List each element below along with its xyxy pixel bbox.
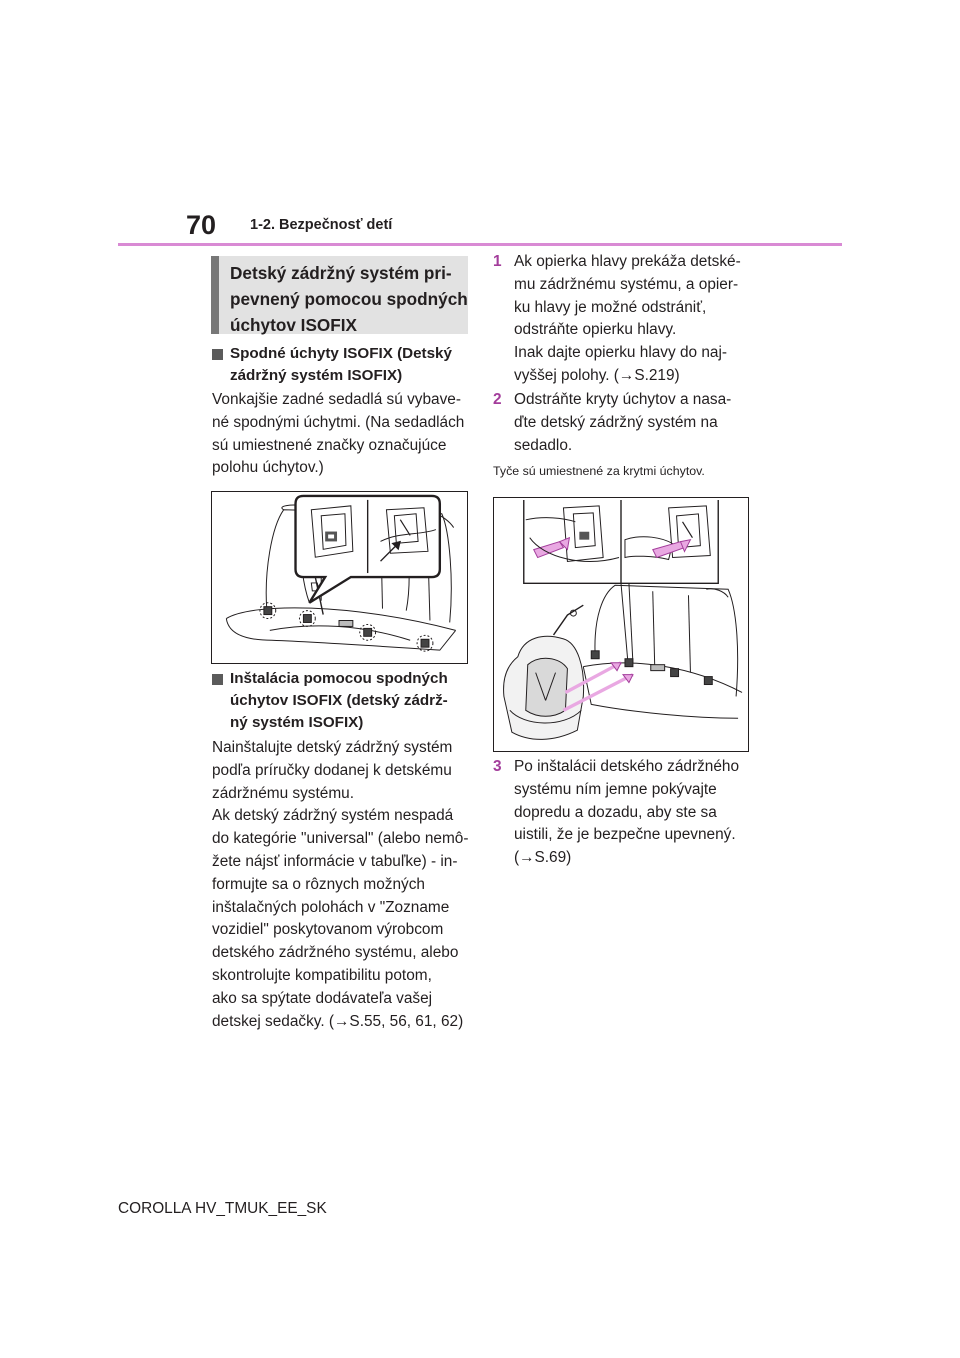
step-1 [493, 251, 741, 388]
text-line: detského zádržného systému, alebo [212, 944, 459, 962]
text-line: uistili, že je bezpečne upevnený. [514, 826, 736, 844]
text-line: ku hlavy je možné odstrániť, [514, 298, 707, 316]
text-line: Nainštalujte detský zádržný systém [212, 739, 453, 756]
text-line: sú umiestnené značky označujúce [212, 436, 447, 454]
step-2 [493, 389, 731, 457]
text-line: odstráňte opierku hlavy. [514, 321, 677, 339]
text-line: podľa príručky dodanej k detskému [212, 761, 452, 779]
section-heading-box [211, 256, 468, 334]
text-line: Inak dajte opierku hlavy do naj- [514, 344, 728, 362]
subheading-line: Inštalácia pomocou spodných [230, 670, 448, 687]
subheading-line: ný systém ISOFIX) [230, 714, 364, 731]
text-line: polohu úchytov.) [212, 459, 324, 477]
step-3 [493, 756, 739, 870]
text-line: Po inštalácii detského zádržného [514, 758, 740, 775]
heading-line: pevnený pomocou spodných [230, 289, 468, 309]
text-line: zádržnému systému. [212, 784, 354, 802]
step-number: 2 [493, 391, 502, 408]
heading-line: Detský zádržný systém pri- [230, 263, 452, 283]
text-line: do kategórie "universal" (alebo nemô- [212, 830, 469, 848]
paragraph-anchors-description [212, 389, 474, 480]
text-line: Ak detský zádržný systém nespadá [212, 807, 454, 825]
text-line: dopredu a dozadu, aby ste sa [514, 803, 717, 821]
subheading-line: zádržný systém ISOFIX) [230, 367, 403, 384]
text-line: Ak opierka hlavy prekáža detské- [514, 253, 741, 270]
text-line: sedadlo. [514, 436, 573, 454]
header-rule [118, 243, 842, 246]
subheading-isofix-anchors [212, 343, 452, 387]
text-line: inštalačných polohách v "Zozname [212, 898, 450, 916]
page-number: 70 [186, 210, 217, 240]
text-line: detskej sedačky. (→S.55, 56, 61, 62) [212, 1012, 464, 1030]
footer-model-code: COROLLA HV_TMUK_EE_SK [118, 1200, 327, 1217]
step-number: 1 [493, 253, 502, 270]
child-seat-installation-illustration [493, 497, 749, 752]
square-bullet-icon [212, 674, 223, 685]
text-line: ďte detský zádržný systém na [514, 413, 718, 431]
figure-note: Tyče sú umiestnené za krytmi úchytov. [493, 464, 705, 478]
text-line: Odstráňte kryty úchytov a nasa- [514, 391, 732, 408]
text-line: formujte sa o rôznych možných [212, 875, 425, 893]
step-number: 3 [493, 758, 502, 775]
text-line: ako sa spýtate dodávateľa vašej [212, 989, 433, 1007]
text-line: mu zádržnému systému, a opier- [514, 275, 739, 293]
text-line: vyššej polohy. (→S.219) [514, 366, 680, 384]
square-bullet-icon [212, 349, 223, 360]
rear-seat-isofix-illustration [211, 491, 468, 664]
text-line: né spodnými úchytmi. (Na sedadlách [212, 413, 465, 431]
section-title: 1-2. Bezpečnosť detí [250, 217, 393, 233]
subheading-line: úchytov ISOFIX (detský zádrž- [230, 692, 448, 709]
text-line: vozidiel" poskytovanom výrobcom [212, 921, 444, 939]
subheading-isofix-installation [212, 668, 448, 734]
subheading-line: Spodné úchyty ISOFIX (Detský [230, 345, 452, 362]
text-line: Vonkajšie zadné sedadlá sú vybave- [212, 391, 461, 408]
heading-line: úchytov ISOFIX [230, 315, 358, 335]
text-line: skontrolujte kompatibilitu potom, [212, 966, 432, 984]
paragraph-installation-instructions [212, 737, 474, 1033]
text-line: (→S.69) [514, 849, 572, 867]
text-line: systému ním jemne pokývajte [514, 780, 717, 798]
text-line: žete nájsť informácie v tabuľke) - in- [212, 852, 458, 870]
